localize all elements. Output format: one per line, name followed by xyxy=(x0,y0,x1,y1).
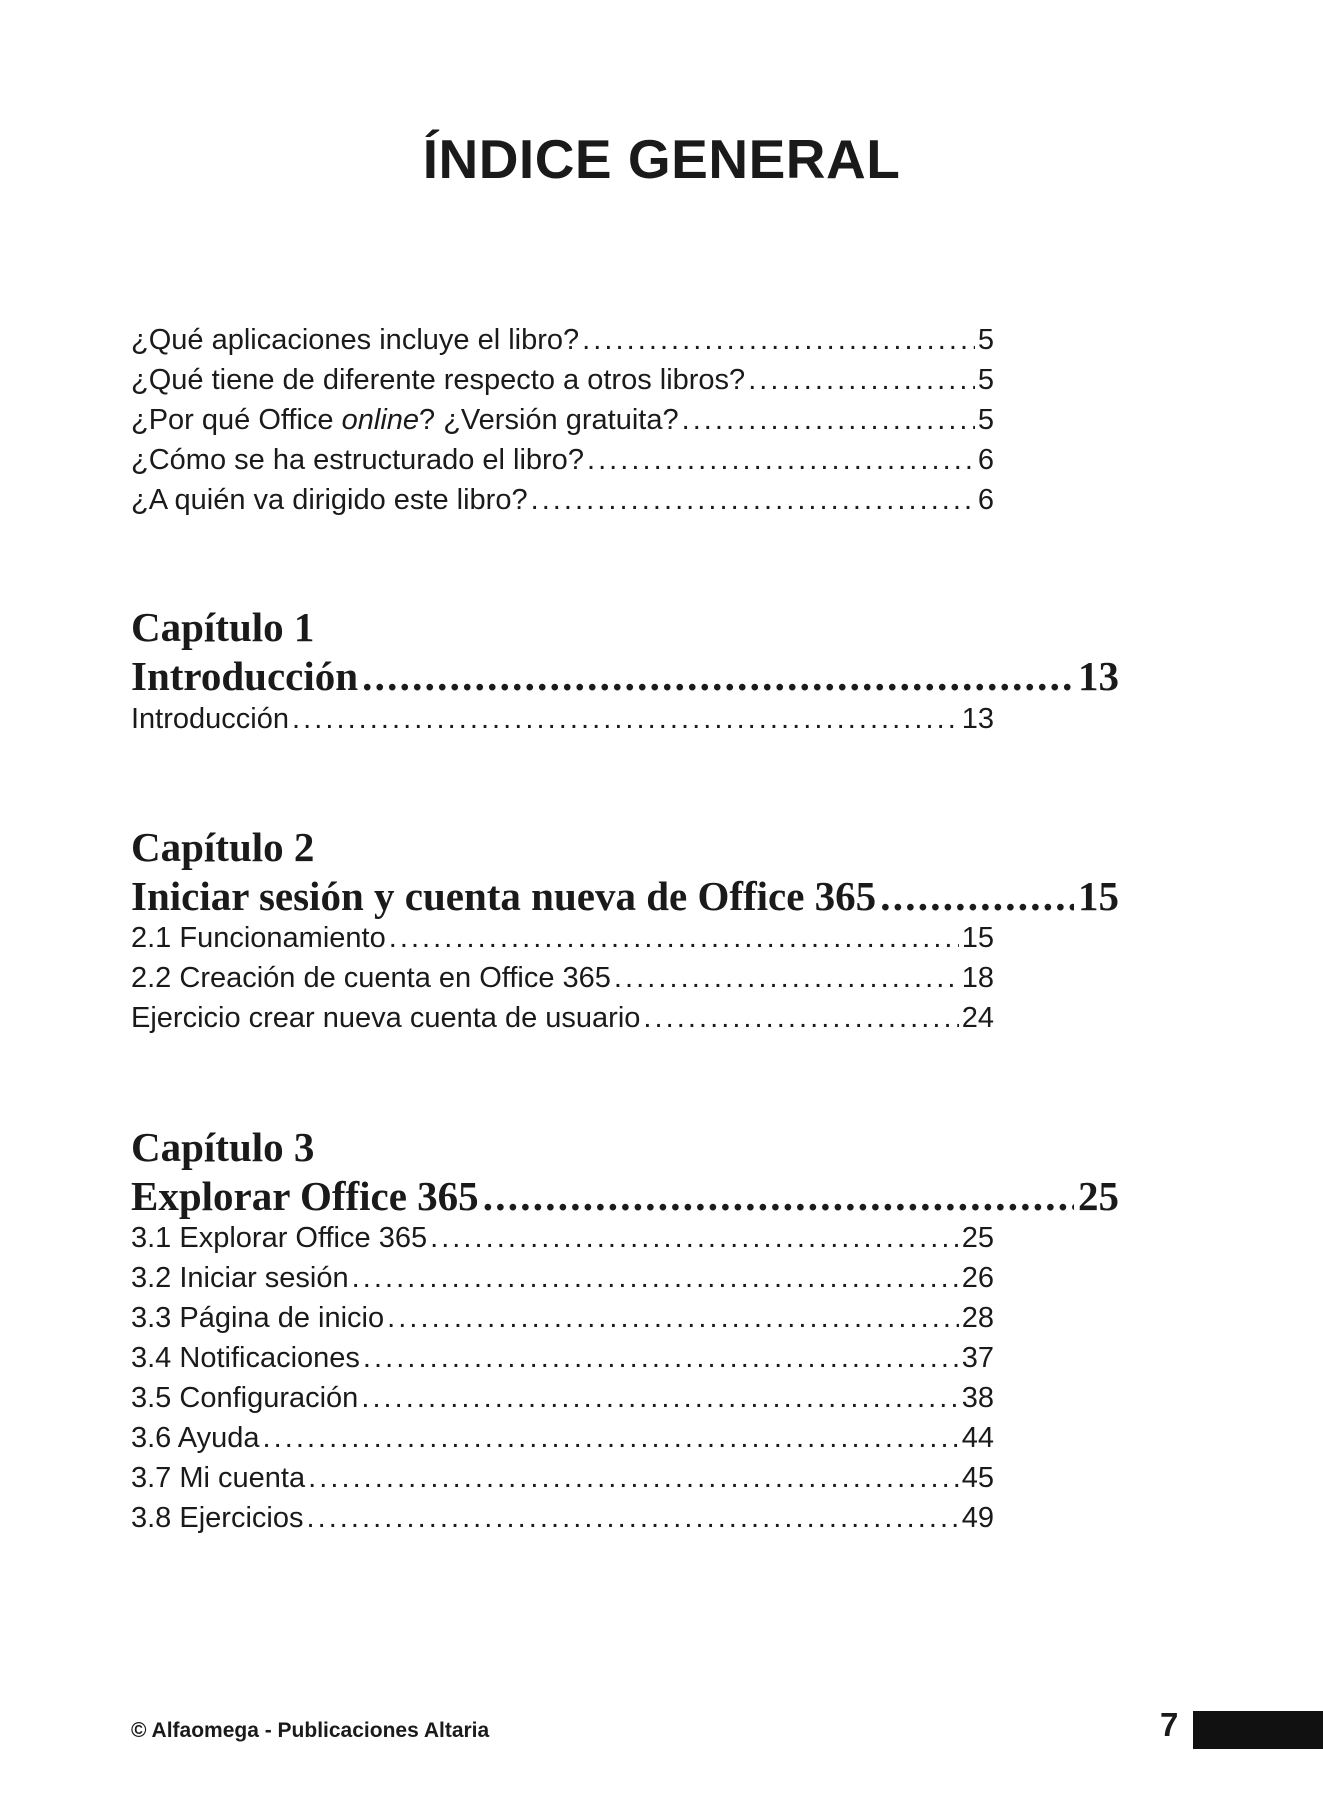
dot-leader xyxy=(587,440,975,480)
toc-entry[interactable] xyxy=(131,1378,994,1418)
dot-leader xyxy=(387,1298,959,1338)
toc-entry-page: 18 xyxy=(961,962,994,994)
dot-leader xyxy=(308,1458,959,1498)
toc-entry-label-part: ¿Por qué Office xyxy=(131,404,342,436)
page-title: ÍNDICE GENERAL xyxy=(422,128,901,190)
dot-leader xyxy=(748,360,975,400)
toc-entry[interactable] xyxy=(131,958,994,998)
toc-entry[interactable] xyxy=(131,1458,994,1498)
toc-entry-label: 3.6 Ayuda xyxy=(131,1422,260,1454)
dot-leader xyxy=(531,480,975,520)
toc-entry-label: ¿A quién va dirigido este libro? xyxy=(131,484,528,516)
toc-entry-label: 3.1 Explorar Office 365 xyxy=(131,1222,428,1254)
footer-page-number: 7 xyxy=(1160,1706,1179,1743)
toc-entry-page: 45 xyxy=(961,1462,994,1494)
toc-entry-page: 44 xyxy=(961,1422,994,1454)
toc-entry-page: 5 xyxy=(977,404,994,436)
chapter-number: Capítulo 1 xyxy=(131,604,315,650)
chapter-title: Iniciar sesión y cuenta nueva de Office 365 xyxy=(131,873,877,919)
dot-leader xyxy=(643,998,958,1038)
toc-entry-label: 3.4 Notificaciones xyxy=(131,1342,360,1374)
dot-leader xyxy=(262,1418,958,1458)
toc-entry-page: 28 xyxy=(961,1302,994,1334)
toc-entry-label: 3.3 Página de inicio xyxy=(131,1302,385,1334)
chapter-title: Explorar Office 365 xyxy=(131,1173,479,1219)
toc-entry-page: 38 xyxy=(961,1382,994,1414)
dot-leader xyxy=(363,1338,959,1378)
dot-leader xyxy=(352,1258,959,1298)
toc-entry-label-italic: online xyxy=(341,404,420,436)
chapter-page: 15 xyxy=(1078,873,1119,919)
chapter-title-entry[interactable] xyxy=(131,872,1119,920)
toc-entry-label: 3.5 Configuración xyxy=(131,1382,359,1414)
toc-entry-label: Ejercicio crear nueva cuenta de usuario xyxy=(131,1002,641,1034)
dot-leader xyxy=(483,1172,1074,1220)
dot-leader xyxy=(614,958,959,998)
dot-leader xyxy=(362,652,1074,700)
toc-entry-page: 24 xyxy=(961,1002,994,1034)
chapter-number: Capítulo 2 xyxy=(131,824,315,870)
toc-entry-label: 3.2 Iniciar sesión xyxy=(131,1262,349,1294)
toc-entry[interactable] xyxy=(131,440,994,480)
toc-entry[interactable] xyxy=(131,918,994,958)
toc-entry[interactable] xyxy=(131,998,994,1038)
toc-entry-label: ¿Cómo se ha estructurado el libro? xyxy=(131,444,584,476)
toc-entry-page: 25 xyxy=(961,1222,994,1254)
chapter-page: 13 xyxy=(1078,653,1119,699)
chapter-title-entry[interactable] xyxy=(131,652,1119,700)
toc-entry[interactable] xyxy=(131,1298,994,1338)
toc-entry[interactable] xyxy=(131,1338,994,1378)
toc-entry[interactable] xyxy=(131,1418,994,1458)
toc-entry-label: ¿Qué aplicaciones incluye el libro? xyxy=(131,324,580,356)
toc-entry-page: 13 xyxy=(961,703,994,735)
toc-entry[interactable] xyxy=(131,360,994,400)
toc-entry-label: Introducción xyxy=(131,703,289,735)
toc-entry-label: 2.2 Creación de cuenta en Office 365 xyxy=(131,962,611,994)
dot-leader xyxy=(880,872,1074,920)
toc-entry-page: 5 xyxy=(977,364,994,396)
toc-entry[interactable] xyxy=(131,320,994,360)
footer-bar xyxy=(1193,1711,1323,1749)
toc-entry-label-part: ? ¿Versión gratuita? xyxy=(419,404,679,436)
toc-entry-page: 26 xyxy=(961,1262,994,1294)
toc-entry-page: 6 xyxy=(977,444,994,476)
toc-entry-page: 5 xyxy=(977,324,994,356)
dot-leader xyxy=(361,1378,958,1418)
toc-entry[interactable] xyxy=(131,480,994,520)
toc-entry[interactable] xyxy=(131,1498,994,1538)
dot-leader xyxy=(292,699,959,739)
toc-entry[interactable] xyxy=(131,400,994,440)
toc-entry-page: 15 xyxy=(961,922,994,954)
footer-copyright: © Alfaomega - Publicaciones Altaria xyxy=(131,1719,490,1742)
toc-entry-label: 2.1 Funcionamiento xyxy=(131,922,386,954)
dot-leader xyxy=(582,320,975,360)
toc-entry-page: 6 xyxy=(977,484,994,516)
toc-entry-label: 3.8 Ejercicios xyxy=(131,1502,304,1534)
toc-entry-page: 49 xyxy=(961,1502,994,1534)
toc-entry-label: ¿Qué tiene de diferente respecto a otros libros? xyxy=(131,364,746,396)
dot-leader xyxy=(306,1498,958,1538)
chapter-title-entry[interactable] xyxy=(131,1172,1119,1220)
toc-entry-label xyxy=(131,400,679,440)
toc-entry[interactable] xyxy=(131,1258,994,1298)
toc-entry-page: 37 xyxy=(961,1342,994,1374)
dot-leader xyxy=(389,918,959,958)
chapter-title: Introducción xyxy=(131,653,359,699)
dot-leader xyxy=(682,400,975,440)
chapter-page: 25 xyxy=(1078,1173,1119,1219)
toc-entry-label: 3.7 Mi cuenta xyxy=(131,1462,306,1494)
toc-entry[interactable] xyxy=(131,1218,994,1258)
chapter-number: Capítulo 3 xyxy=(131,1124,315,1170)
dot-leader xyxy=(430,1218,959,1258)
toc-entry[interactable] xyxy=(131,699,994,739)
